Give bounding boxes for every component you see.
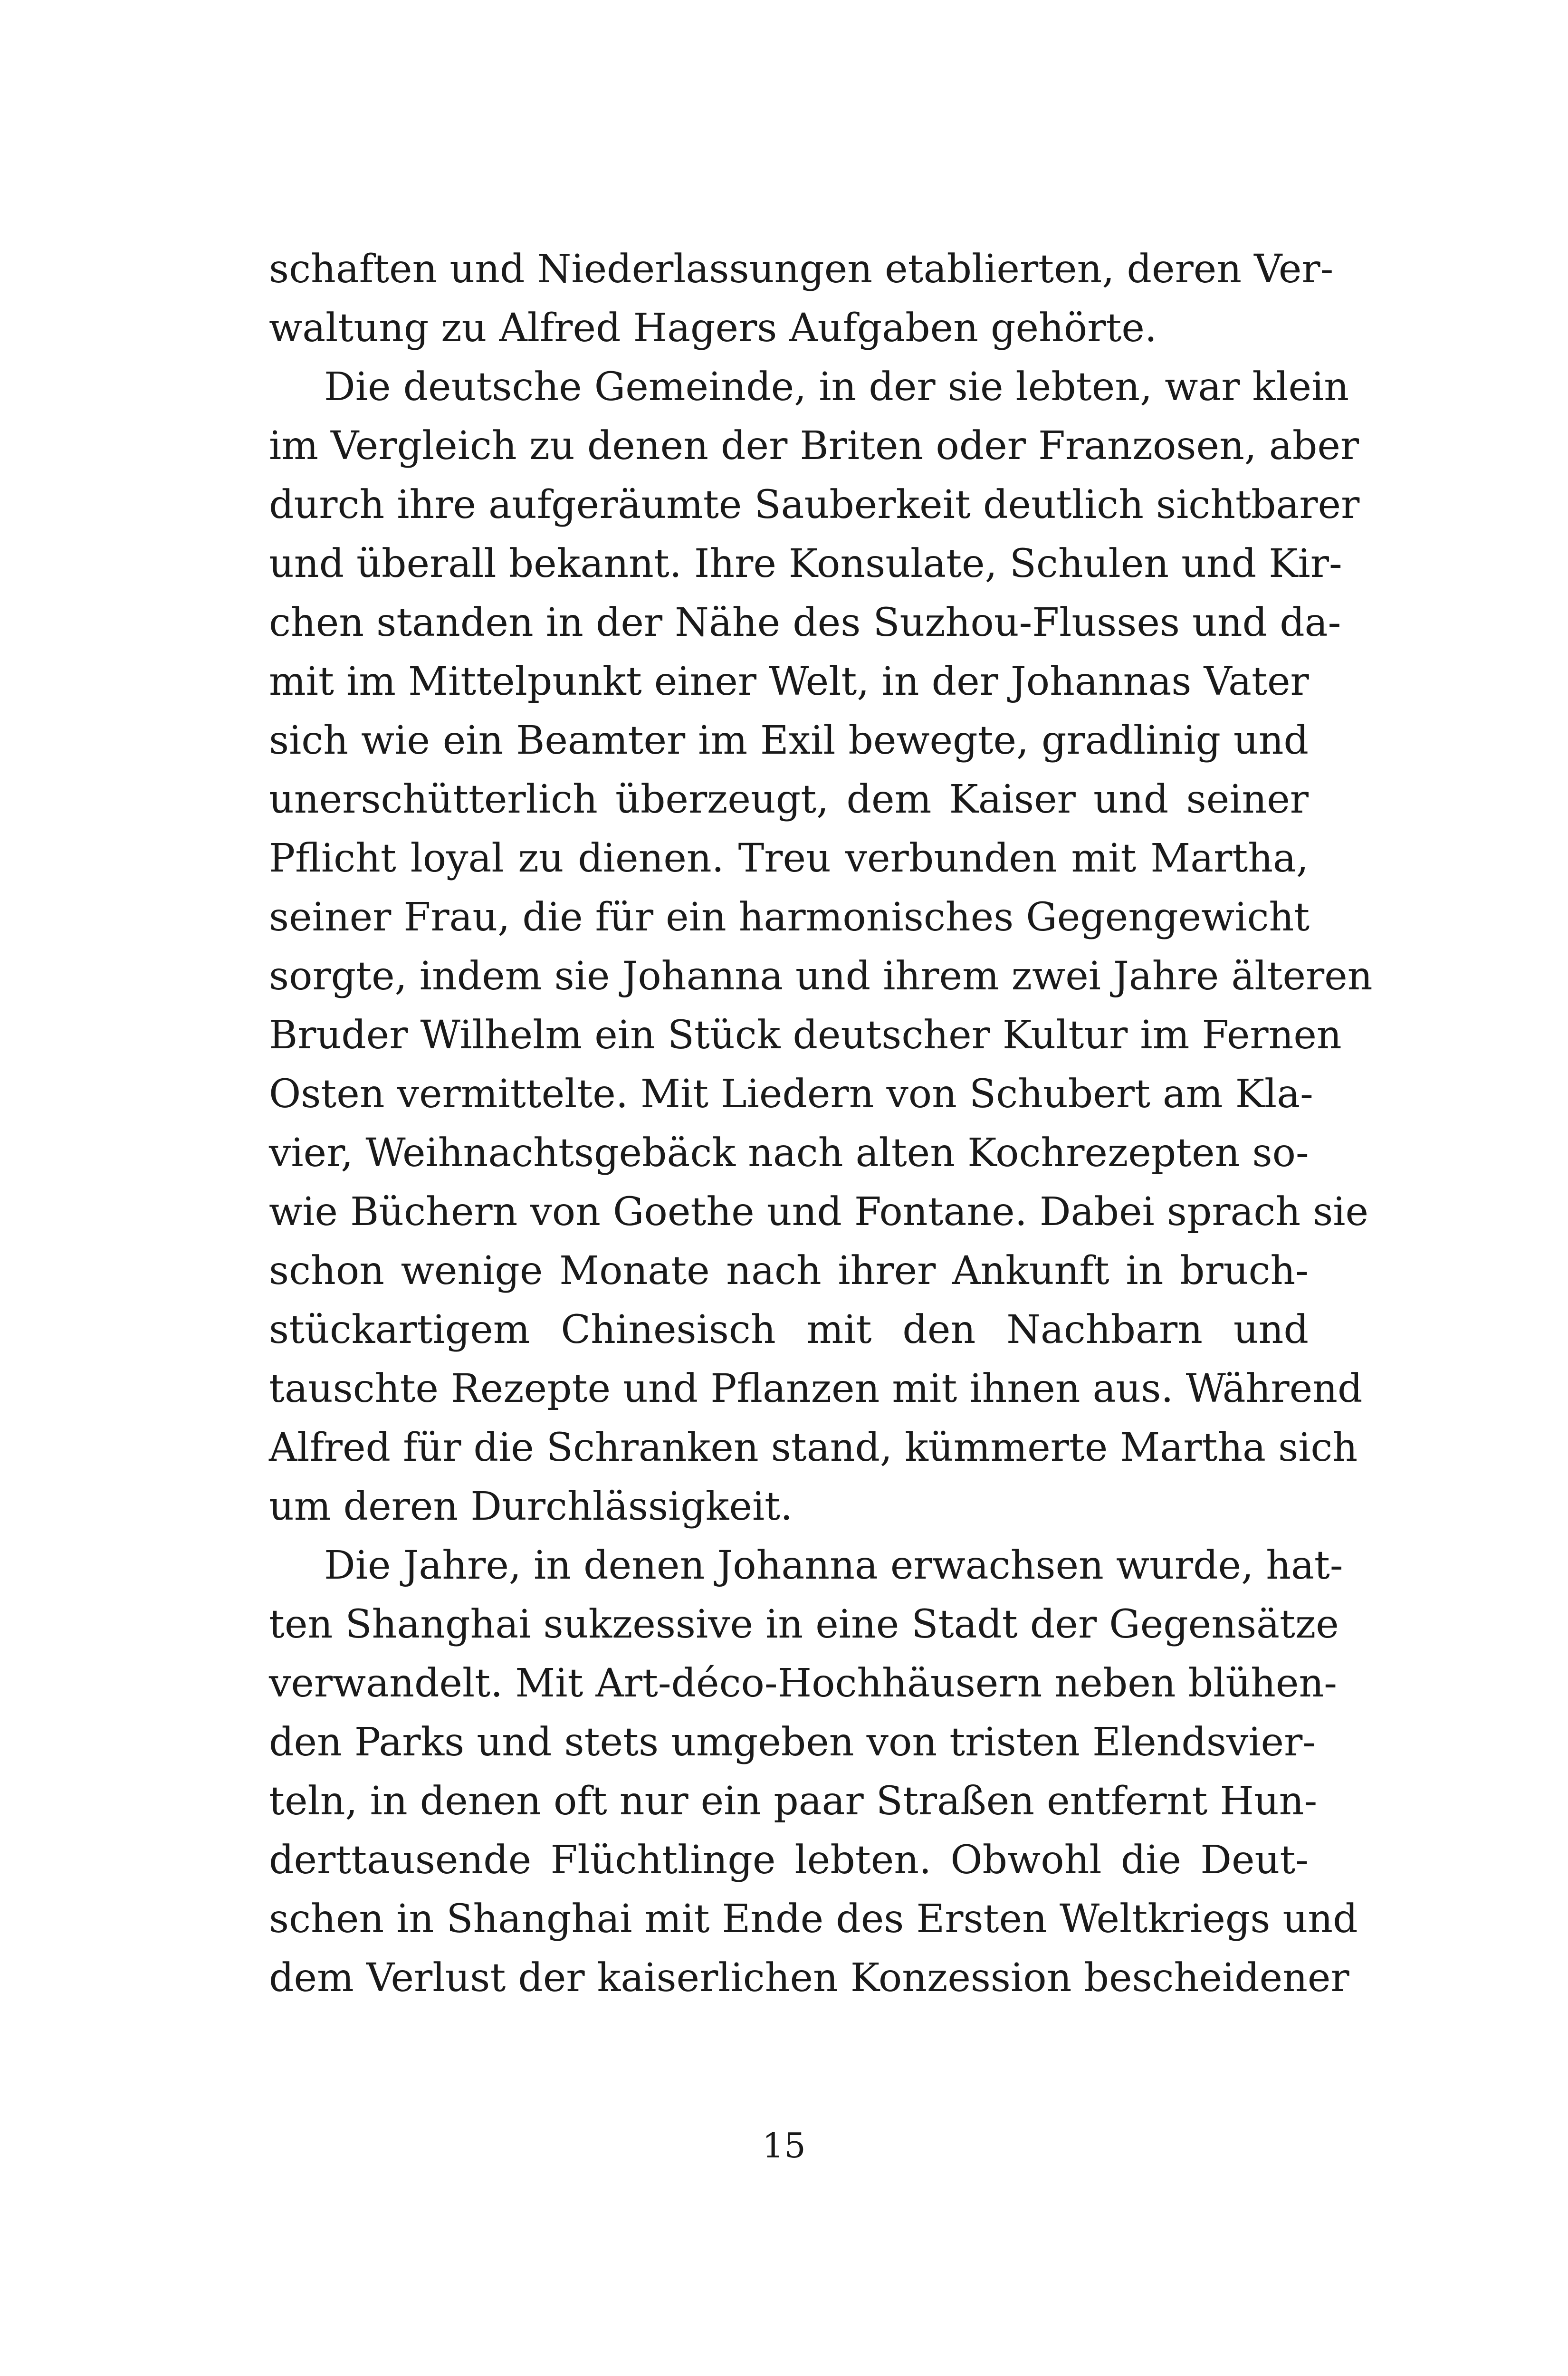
text-line: waltung zu Alfred Hagers Aufgaben gehörte.	[269, 306, 1157, 351]
text-line: schon wenige Monate nach ihrer Ankunft in bruch-	[269, 1248, 1309, 1293]
text-line: Die Jahre, in denen Johanna erwachsen wurde, hat-	[324, 1543, 1343, 1588]
text-line: unerschütterlich überzeugt, dem Kaiser und seiner	[269, 777, 1309, 822]
text-line: tauschte Rezepte und Pflanzen mit ihnen aus. Während	[269, 1366, 1363, 1411]
paragraph	[269, 1536, 1358, 2008]
text-line: Die deutsche Gemeinde, in der sie lebten, war klein	[324, 364, 1349, 410]
text-line: und überall bekannt. Ihre Konsulate, Schulen und Kir-	[269, 541, 1342, 586]
text-line: wie Büchern von Goethe und Fontane. Dabei sprach sie	[269, 1189, 1369, 1235]
text-line: seiner Frau, die für ein harmonisches Gegengewicht	[269, 895, 1310, 940]
text-line: durch ihre aufgeräumte Sauberkeit deutlich sichtbarer	[269, 482, 1360, 527]
text-line: ten Shanghai sukzessive in eine Stadt der Gegensätze	[269, 1602, 1339, 1647]
text-line: um deren Durchlässigkeit.	[269, 1484, 793, 1529]
body-text	[269, 240, 1373, 2008]
text-line: schaften und Niederlassungen etablierten, deren Ver-	[269, 247, 1334, 292]
text-line: schen in Shanghai mit Ende des Ersten Weltkriegs und	[269, 1897, 1358, 1942]
text-line: sorgte, indem sie Johanna und ihrem zwei Jahre älteren	[269, 954, 1373, 999]
text-line: vier, Weihnachtsgebäck nach alten Kochrezepten so-	[269, 1131, 1309, 1176]
text-line: den Parks und stets umgeben von tristen Elendsvier-	[269, 1720, 1316, 1765]
text-line: Bruder Wilhelm ein Stück deutscher Kultur im Fernen	[269, 1013, 1342, 1058]
page-number: 15	[762, 2126, 806, 2165]
text-line: Pflicht loyal zu dienen. Treu verbunden mit Martha,	[269, 836, 1309, 881]
paragraph	[269, 358, 1373, 1536]
text-line: derttausende Flüchtlinge lebten. Obwohl die Deut-	[269, 1838, 1309, 1883]
text-line: chen standen in der Nähe des Suzhou-Flusses und da-	[269, 600, 1341, 645]
paragraph	[269, 240, 1334, 358]
text-line: Osten vermittelte. Mit Liedern von Schubert am Kla-	[269, 1072, 1313, 1117]
text-line: teln, in denen oft nur ein paar Straßen entfernt Hun-	[269, 1779, 1318, 1824]
text-line: Alfred für die Schranken stand, kümmerte Martha sich	[269, 1425, 1358, 1470]
text-line: im Vergleich zu denen der Briten oder Franzosen, aber	[269, 423, 1359, 469]
text-line: mit im Mittelpunkt einer Welt, in der Johannas Vater	[269, 659, 1309, 704]
text-line: sich wie ein Beamter im Exil bewegte, gradlinig und	[269, 718, 1309, 763]
text-line: verwandelt. Mit Art-déco-Hochhäusern neben blühen-	[269, 1661, 1337, 1706]
text-line: stückartigem Chinesisch mit den Nachbarn und	[269, 1307, 1309, 1352]
text-line: dem Verlust der kaiserlichen Konzession bescheidener	[269, 1955, 1349, 2001]
